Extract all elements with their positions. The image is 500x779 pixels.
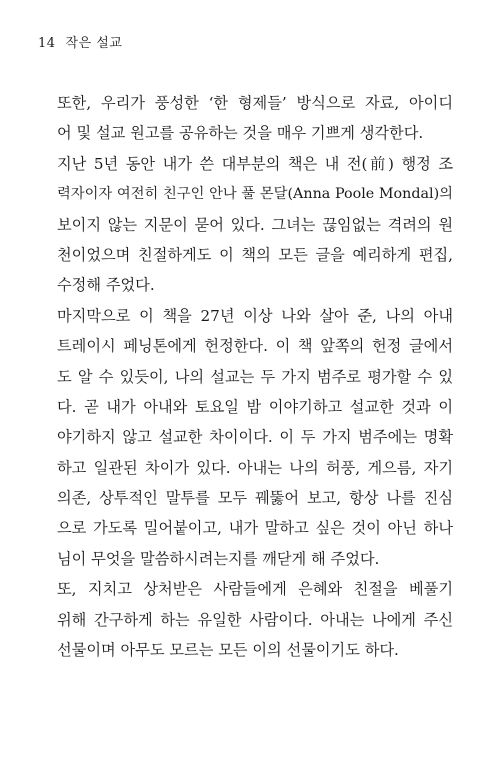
paragraph-3-line-3: 도 알 수 있듯이, 나의 설교는 두 가지 범주로 평가할 수 있: [57, 367, 453, 386]
paragraph-3-line-8: 으로 가도록 밀어붙이고, 내가 말하고 싶은 것이 아닌 하나: [57, 519, 453, 538]
page-number: 14: [38, 36, 56, 51]
paragraph-2-line-1: 지난 5년 동안 내가 쓴 대부분의 책은 내 전(前) 행정 조: [57, 154, 453, 173]
paragraph-1-line-1: 또한, 우리가 풍성한 ‘한 형제들’ 방식으로 자료, 아이디: [57, 94, 453, 112]
paragraph-3-line-7: 의존, 상투적인 말투를 모두 꿰뚫어 보고, 항상 나를 진심: [57, 489, 453, 508]
paragraph-1-line-2: 어 및 설교 원고를 공유하는 것을 매우 기쁘게 생각한다.: [57, 124, 424, 143]
paragraph-4-line-2: 위해 간구하게 하는 유일한 사람이다. 아내는 나에게 주신: [57, 610, 453, 629]
paragraph-2-line-2: 력자이자 여전히 친구인 안나 풀 몬달(Anna Poole Mondal)의: [57, 186, 453, 203]
paragraph-3-line-6: 하고 일관된 차이가 있다. 아내는 나의 허풍, 게으름, 자기: [57, 458, 453, 477]
paragraph-2-line-4: 천이었으며 친절하게도 이 책의 모든 글을 예리하게 편집,: [57, 245, 453, 264]
paragraph-2-line-3: 보이지 않는 지문이 묻어 있다. 그녀는 끊임없는 격려의 원: [57, 215, 453, 234]
paragraph-3-line-9: 님이 무엇을 말씀하시려는지를 깨닫게 해 주었다.: [57, 549, 380, 568]
paragraph-4-line-3: 선물이며 아무도 모르는 모든 이의 선물이기도 하다.: [57, 641, 399, 660]
paragraph-3-line-1: 마지막으로 이 책을 27년 이상 나와 살아 준, 나의 아내: [57, 306, 453, 325]
body-text: [57, 88, 453, 665]
running-title: 작은 설교: [65, 36, 123, 51]
running-head: [38, 32, 122, 51]
paragraph-4-line-1: 또, 지치고 상처받은 사람들에게 은혜와 친절을 베풀기: [57, 580, 453, 599]
paragraph-3-line-2: 트레이시 페닝톤에게 헌정한다. 이 책 앞쪽의 헌정 글에서: [57, 337, 453, 356]
paragraph-2-line-5: 수정해 주었다.: [57, 276, 155, 295]
paragraph-3-line-4: 다. 곧 내가 아내와 토요일 밤 이야기하고 설교한 것과 이: [57, 397, 453, 416]
paragraph-3-line-5: 야기하지 않고 설교한 차이이다. 이 두 가지 범주에는 명확: [57, 428, 453, 447]
